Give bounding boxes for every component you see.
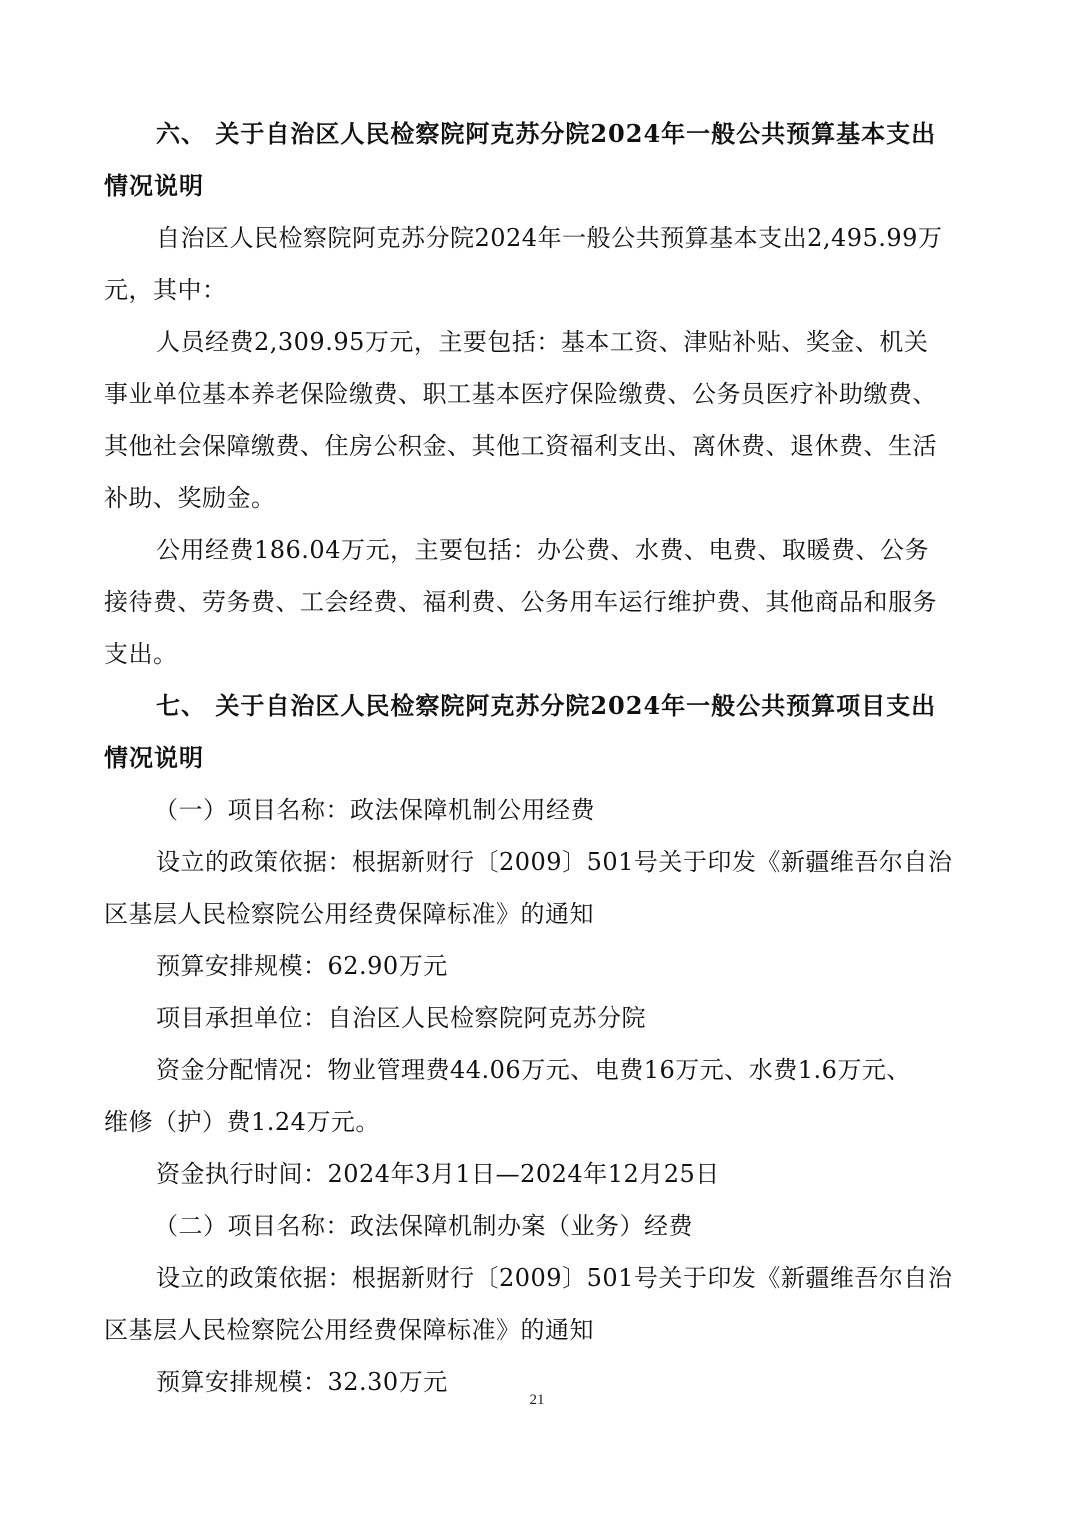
paragraph-line: 支出。 bbox=[104, 640, 178, 668]
paragraph-line: 维修（护）费1.24万元。 bbox=[104, 1108, 380, 1136]
paragraph-line: 元，其中： bbox=[104, 276, 227, 304]
paragraph-line: 预算安排规模：62.90万元 bbox=[156, 952, 448, 980]
paragraph-line: 区基层人民检察院公用经费保障标准》的通知 bbox=[104, 1316, 594, 1344]
paragraph-line: 补助、奖励金。 bbox=[104, 484, 276, 512]
page-number: 21 bbox=[529, 1392, 545, 1408]
paragraph-line: 预算安排规模：32.30万元 bbox=[156, 1368, 448, 1396]
section-six-heading-cont: 情况说明 bbox=[104, 171, 204, 200]
item-title: （二）项目名称：政法保障机制办案（业务）经费 bbox=[154, 1212, 693, 1240]
paragraph-line: 接待费、劳务费、工会经费、福利费、公务用车运行维护费、其他商品和服务 bbox=[104, 588, 937, 616]
section-seven-heading-cont: 情况说明 bbox=[104, 743, 204, 772]
paragraph-line: 自治区人民检察院阿克苏分院2024年一般公共预算基本支出2,495.99万 bbox=[156, 224, 943, 252]
section-seven-heading: 七、 关于自治区人民检察院阿克苏分院2024年一般公共预算项目支出 bbox=[156, 691, 937, 720]
section-six-heading: 六、 关于自治区人民检察院阿克苏分院2024年一般公共预算基本支出 bbox=[156, 119, 937, 148]
paragraph-line: 事业单位基本养老保险缴费、职工基本医疗保险缴费、公务员医疗补助缴费、 bbox=[104, 380, 937, 408]
paragraph-line: 资金分配情况：物业管理费44.06万元、电费16万元、水费1.6万元、 bbox=[156, 1056, 911, 1084]
paragraph-line: 人员经费2,309.95万元，主要包括：基本工资、津贴补贴、奖金、机关 bbox=[156, 328, 929, 356]
paragraph-line: 其他社会保障缴费、住房公积金、其他工资福利支出、离休费、退休费、生活 bbox=[104, 432, 937, 460]
paragraph-line: 设立的政策依据：根据新财行〔2009〕501号关于印发《新疆维吾尔自治 bbox=[156, 1264, 953, 1292]
paragraph-line: 项目承担单位：自治区人民检察院阿克苏分院 bbox=[156, 1004, 646, 1032]
paragraph-line: 公用经费186.04万元，主要包括：办公费、水费、电费、取暖费、公务 bbox=[156, 536, 929, 564]
paragraph-line: 区基层人民检察院公用经费保障标准》的通知 bbox=[104, 900, 594, 928]
paragraph-line: 设立的政策依据：根据新财行〔2009〕501号关于印发《新疆维吾尔自治 bbox=[156, 848, 953, 876]
paragraph-line: 资金执行时间：2024年3月1日—2024年12月25日 bbox=[156, 1160, 720, 1188]
document-page bbox=[104, 108, 956, 1408]
item-title: （一）项目名称：政法保障机制公用经费 bbox=[154, 796, 595, 824]
